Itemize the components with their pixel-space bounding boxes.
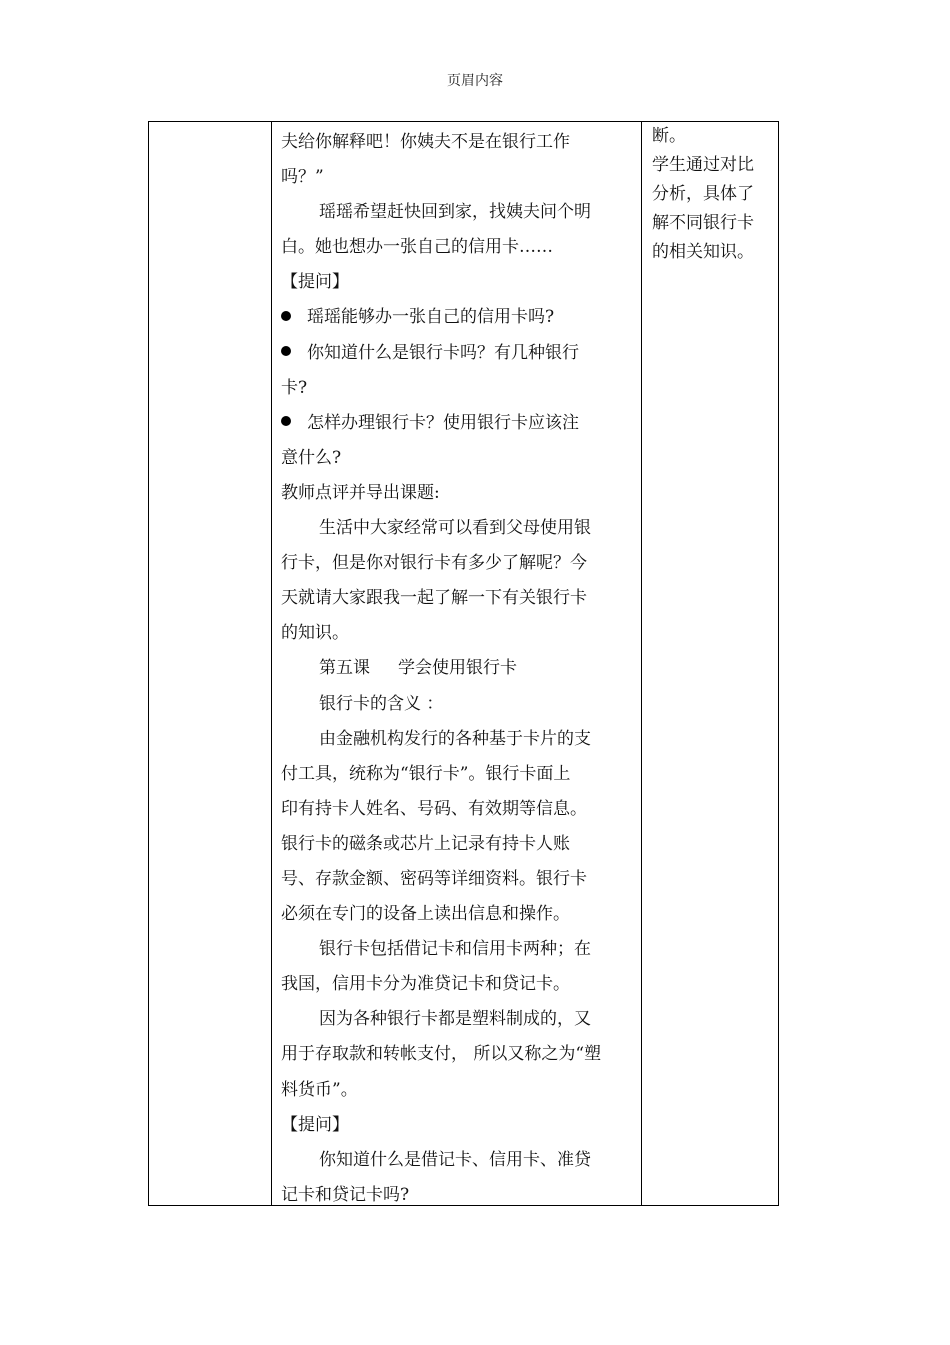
text-line: 吗？” xyxy=(281,167,324,188)
text-line: 的知识。 xyxy=(281,623,349,644)
lesson-title xyxy=(281,651,639,686)
bullet-text: 怎样办理银行卡？使用银行卡应该注 xyxy=(307,412,579,433)
design-intent-cell xyxy=(652,122,777,267)
text-line: 解不同银行卡 xyxy=(652,213,754,233)
text-line: 记卡和贷记卡吗? xyxy=(281,1184,410,1205)
teaching-content-cell xyxy=(281,122,639,1213)
text-line: 我国，信用卡分为准贷记卡和贷记卡。 xyxy=(281,974,570,995)
question-heading: 【提问】 xyxy=(281,272,349,293)
column-divider xyxy=(641,122,642,1205)
text-line: 夫给你解释吧！你姨夫不是在银行工作 xyxy=(281,132,570,152)
text-line: 银行卡包括借记卡和信用卡两种；在 xyxy=(319,939,591,960)
text-line: 行卡，但是你对银行卡有多少了解呢？今 xyxy=(281,553,587,574)
bullet-icon xyxy=(281,311,291,321)
bullet-icon xyxy=(281,346,291,356)
text-line: 瑶瑶希望赶快回到家，找姨夫问个明 xyxy=(319,202,591,223)
bullet-item xyxy=(281,336,639,371)
column-divider xyxy=(271,122,272,1205)
question-heading: 【提问】 xyxy=(281,1114,349,1135)
text-line: 断。 xyxy=(652,126,686,146)
text-line: 号、存款金额、密码等详细资料。银行卡 xyxy=(281,868,587,889)
text-line: 教师点评并导出课题: xyxy=(281,482,440,503)
text-line: 的相关知识。 xyxy=(652,242,754,262)
text-line: 付工具，统称为“银行卡”。银行卡面上 xyxy=(281,763,571,784)
text-line: 白。她也想办一张自己的信用卡…… xyxy=(281,237,553,258)
page-header: 页眉内容 xyxy=(447,73,503,89)
bullet-icon xyxy=(281,416,291,426)
text-line: 料货币”。 xyxy=(281,1079,358,1100)
lesson-table xyxy=(148,121,779,1206)
text-line: 必须在专门的设备上读出信息和操作。 xyxy=(281,904,570,925)
lesson-number: 第五课 xyxy=(319,658,370,679)
bullet-text: 你知道什么是银行卡吗？有几种银行 xyxy=(307,342,579,363)
text-line: 印有持卡人姓名、号码、有效期等信息。 xyxy=(281,798,587,819)
text-line: 用于存取款和转帐支付， 所以又称之为“塑 xyxy=(281,1044,602,1065)
text-line: 由金融机构发行的各种基于卡片的支 xyxy=(319,728,591,749)
text-line: 因为各种银行卡都是塑料制成的，又 xyxy=(319,1009,591,1030)
text-line: 分析，具体了 xyxy=(652,184,754,204)
bullet-item xyxy=(281,300,639,335)
text-line: 学生通过对比 xyxy=(652,155,754,175)
text-line: 天就请大家跟我一起了解一下有关银行卡 xyxy=(281,588,587,609)
text-line: 银行卡的含义 ： xyxy=(319,693,444,714)
text-line: 意什么? xyxy=(281,447,342,468)
text-line: 银行卡的磁条或芯片上记录有持卡人账 xyxy=(281,833,570,854)
bullet-text: 瑶瑶能够办一张自己的信用卡吗? xyxy=(307,307,555,328)
bullet-item xyxy=(281,406,639,441)
text-line: 卡? xyxy=(281,377,308,398)
lesson-name: 学会使用银行卡 xyxy=(398,658,517,679)
text-line: 你知道什么是借记卡、信用卡、准贷 xyxy=(319,1149,591,1170)
text-line: 生活中大家经常可以看到父母使用银 xyxy=(319,518,591,539)
